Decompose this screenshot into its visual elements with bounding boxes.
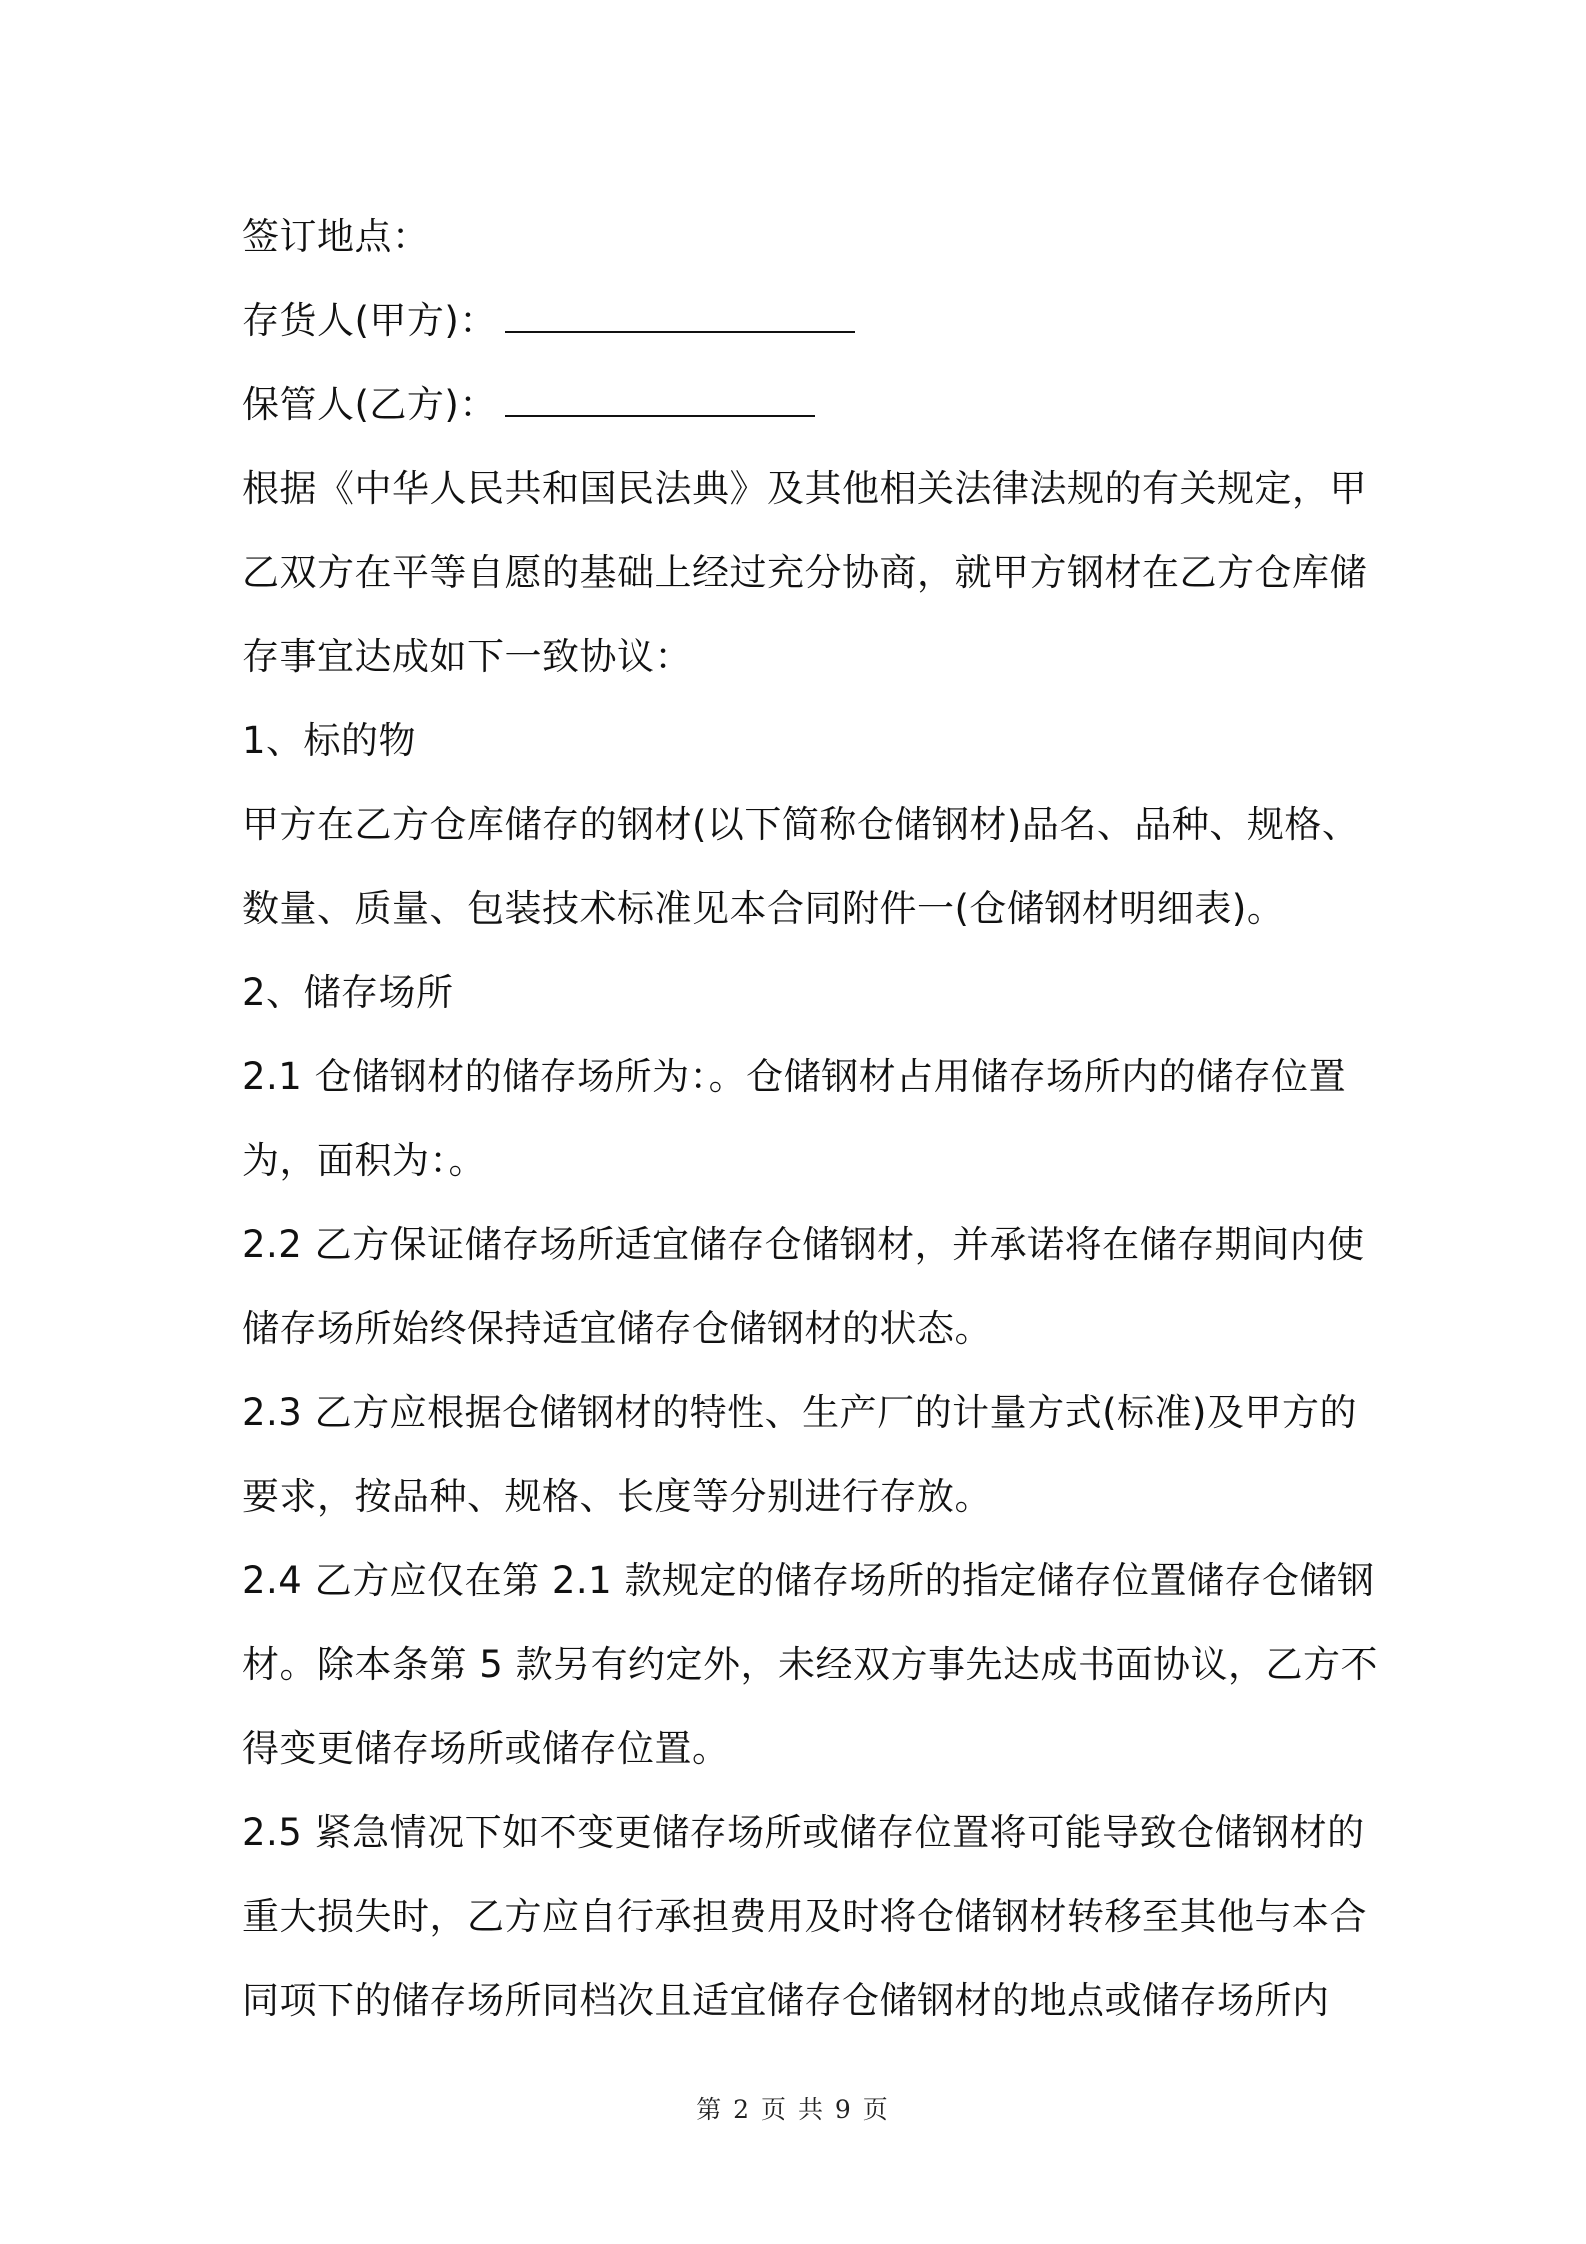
text-line: 重大损失时，乙方应自行承担费用及时将仓储钢材转移至其他与本合 [242,1895,1367,1938]
text-line: 甲方在乙方仓库储存的钢材(以下简称仓储钢材)品名、品种、规格、 [242,803,1360,846]
text-line: 要求，按品种、规格、长度等分别进行存放。 [242,1475,992,1518]
party-b-line [242,363,1362,447]
text-line: 同项下的储存场所同档次且适宜储存仓储钢材的地点或储存场所内 [242,1979,1330,2022]
page-number-footer: 第 2 页 共 9 页 [696,2095,890,2124]
party-a-line [242,279,1362,363]
section-heading: 1、标的物 [242,719,417,762]
text-line: 得变更储存场所或储存位置。 [242,1727,730,1770]
section-heading: 2、储存场所 [242,971,454,1014]
document-body [242,195,1379,2043]
text-line: 材。除本条第 5 款另有约定外，未经双方事先达成书面协议，乙方不 [242,1643,1379,1686]
text-line: 数量、质量、包装技术标准见本合同附件一(仓储钢材明细表)。 [242,887,1285,930]
party-b-label: 保管人(乙方)： [242,383,497,426]
text-line: 2.3 乙方应根据仓储钢材的特性、生产厂的计量方式(标准)及甲方的 [242,1391,1357,1434]
text-line: 存事宜达成如下一致协议： [242,635,692,678]
text-line: 储存场所始终保持适宜储存仓储钢材的状态。 [242,1307,992,1350]
text-line: 2.5 紧急情况下如不变更储存场所或储存位置将可能导致仓储钢材的 [242,1811,1365,1854]
text-line: 乙双方在平等自愿的基础上经过充分协商，就甲方钢材在乙方仓库储 [242,551,1367,594]
sign-place-line [242,195,1362,279]
text-line: 2.2 乙方保证储存场所适宜储存仓储钢材，并承诺将在储存期间内使 [242,1223,1365,1266]
text-line: 为，面积为：。 [242,1139,486,1182]
sign-place-label: 签订地点： [242,215,430,258]
party-b-blank [505,377,815,417]
party-a-label: 存货人(甲方)： [242,299,497,342]
text-line: 根据《中华人民共和国民法典》及其他相关法律法规的有关规定，甲 [242,467,1367,510]
party-a-blank [505,293,855,333]
text-line: 2.4 乙方应仅在第 2.1 款规定的储存场所的指定储存位置储存仓储钢 [242,1559,1375,1602]
text-line: 2.1 仓储钢材的储存场所为：。仓储钢材占用储存场所内的储存位置 [242,1055,1347,1098]
